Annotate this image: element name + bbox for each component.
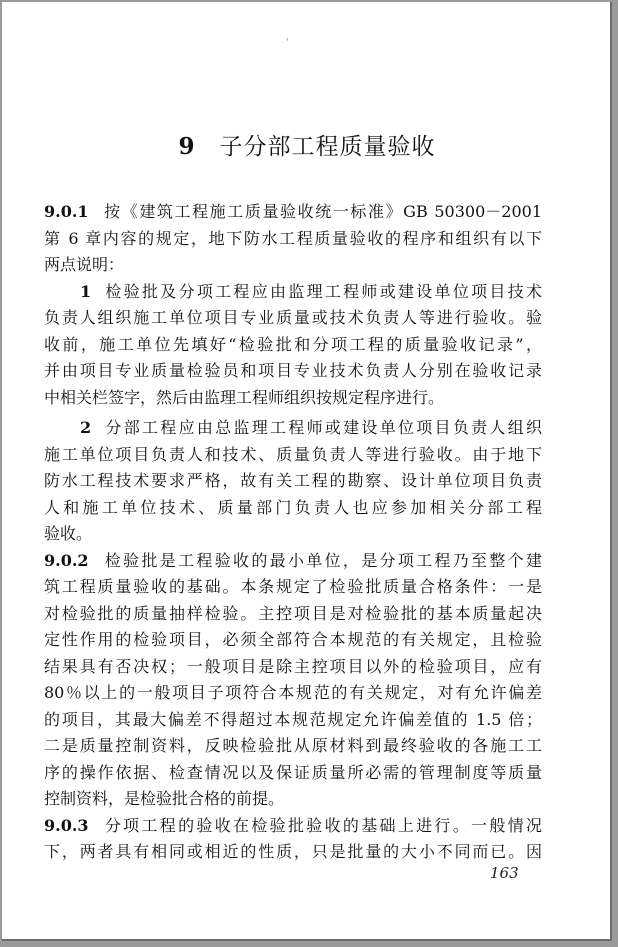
item-number: 1 (80, 281, 92, 301)
chapter-title-text: 子分部工程质量验收 (219, 134, 436, 160)
section-number: 9.0.3 (44, 815, 89, 835)
chapter-number: 9 (178, 133, 196, 160)
chapter-title (2, 128, 612, 161)
book-page (2, 2, 612, 941)
text-line: 80％以上的一般项目子项符合本规范的有关规定，对有允许偏差 (44, 683, 542, 702)
text-span: 按《建筑工程施工质量验收统一标准》GB 50300－2001 (102, 202, 542, 221)
text-line: 施工单位项目负责人和技术、质量负责人等进行验收。由于地下 (44, 444, 542, 464)
text-line: 第 6 章内容的规定，地下防水工程质量验收的程序和组织有以下 (44, 228, 542, 248)
page-number: 163 (490, 864, 519, 882)
text-line: 结果具有否决权；一般项目是除主控项目以外的检验项目，应有 (44, 656, 542, 676)
text-line: 中相关栏签字，然后由监理工程师组织按规定程序进行。 (44, 387, 445, 407)
text-span: 分部工程应由总监理工程师或建设单位项目负责人组织 (103, 418, 542, 437)
text-line: 负责人组织施工单位项目专业质量或技术负责人等进行验收。验 (44, 308, 542, 327)
text-line: 二是质量控制资料，反映检验批从原材料到最终验收的各施工工 (44, 736, 542, 755)
text-line: 人和施工单位技术、质量部门负责人也应参加相关分部工程 (44, 497, 542, 517)
text-line: 定性作用的检验项目，必须全部符合本规范的有关规定，且检验 (44, 630, 542, 649)
page-mark: ' (286, 38, 289, 48)
section-number: 9.0.1 (44, 202, 89, 221)
text-line: 对检验批的质量抽样检验。主控项目是对检验批的基本质量起决 (44, 603, 542, 623)
text-line: 两点说明： (44, 255, 125, 274)
item-number: 2 (80, 418, 92, 437)
text-line (44, 279, 542, 306)
text-span: 分项工程的验收在检验批验收的基础上进行。一般情况 (102, 815, 542, 835)
text-line: 收前，施工单位先填好“检验批和分项工程的质量验收记录”， (44, 334, 542, 354)
text-line: 防水工程技术要求严格，故有关工程的勘察、设计单位项目负责 (44, 471, 542, 490)
text-line (44, 813, 542, 840)
text-line: 验收。 (44, 524, 93, 543)
text-line (44, 415, 542, 442)
text-line: 并由项目专业质量检验员和项目专业技术负责人分别在验收记录 (44, 361, 542, 380)
text-line: 序的操作依据、检查情况以及保证质量所必需的管理制度等质量 (44, 762, 542, 782)
section-number: 9.0.2 (44, 550, 89, 570)
text-line (44, 548, 542, 575)
body-text (44, 199, 542, 866)
text-line (44, 199, 542, 226)
text-line: 的项目，其最大偏差不得超过本规范规定允许偏差值的 1.5 倍； (44, 709, 542, 729)
text-line: 筑工程质量验收的基础。本条规定了检验批质量合格条件：一是 (44, 577, 542, 596)
text-line: 控制资料，是检验批合格的前提。 (44, 789, 285, 808)
text-span: 检验批及分项工程应由监理工程师或建设单位项目技术 (103, 281, 542, 301)
text-line: 下，两者具有相同或相近的性质，只是批量的大小不同而已。因 (44, 842, 542, 861)
text-span: 检验批是工程验收的最小单位，是分项工程乃至整个建 (102, 550, 542, 570)
